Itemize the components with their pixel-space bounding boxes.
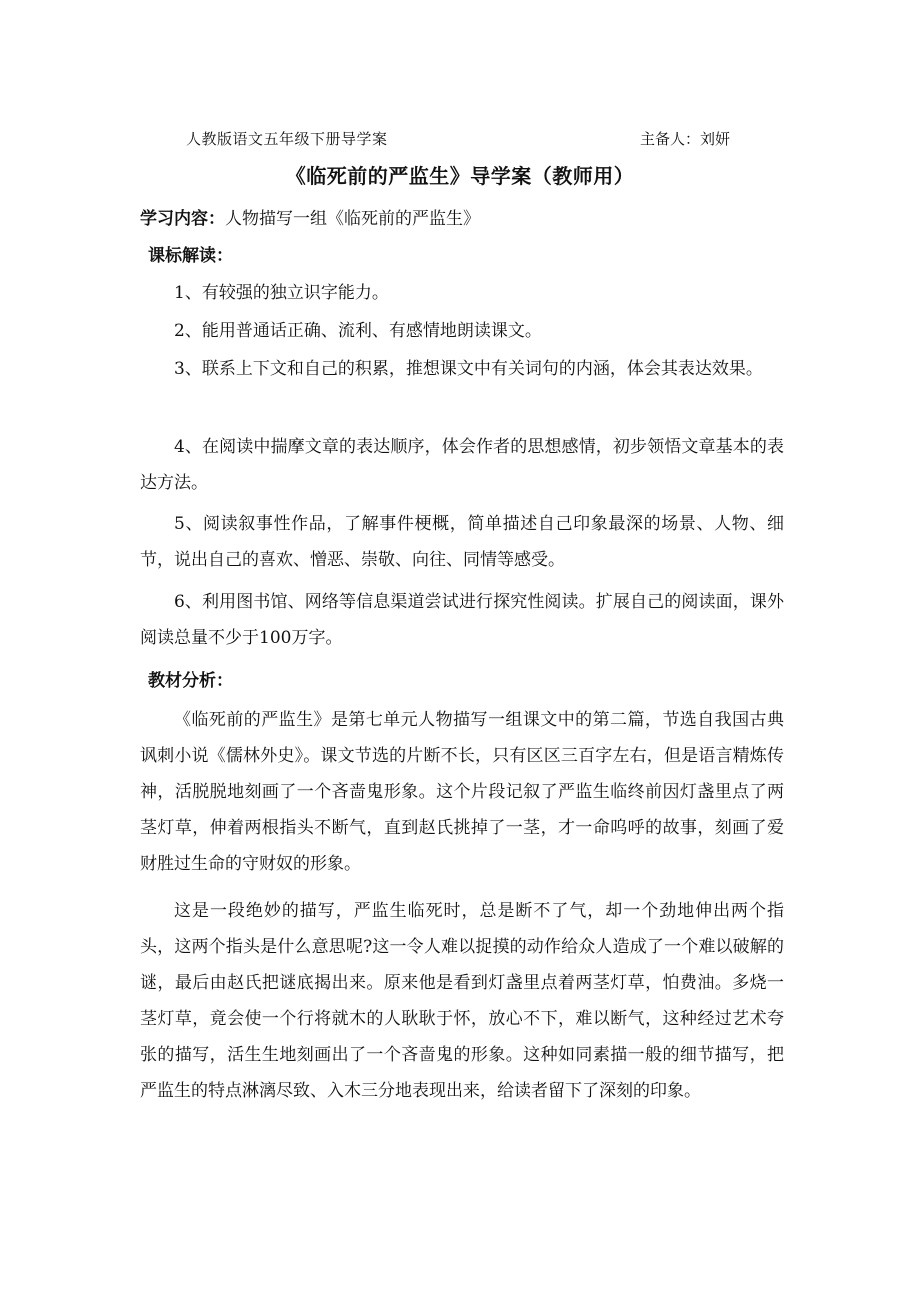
- analysis-heading: 教材分析：: [148, 671, 233, 691]
- standard-item-5: 5、阅读叙事性作品，了解事件梗概，简单描述自己印象最深的场景、人物、细节，说出自己的喜欢、憎恶、崇敬、向往、同情等感受。: [140, 514, 784, 570]
- study-content-label: 学习内容：: [140, 209, 225, 229]
- standard-item-2: 2、能用普通话正确、流利、有感情地朗读课文。: [174, 321, 542, 341]
- page-title: 《临死前的严监生》导学案（教师用）: [285, 164, 635, 188]
- analysis-paragraph-1: 《临死前的严监生》是第七单元人物描写一组课文中的第二篇，节选自我国古典讽刺小说《儒林外史》。课文节选的片断不长，只有区区三百字左右，但是语言精炼传神，活脱脱地刻画了一个吝啬鬼形象。这个片段记叙了严监生临终前因灯盏里点了两茎灯草，伸着两根指头不断气，直到赵氏挑掉了一茎，才一命呜呼的故事，刻画了爱财胜过生命的守财奴的形象。: [140, 710, 784, 874]
- standard-item-1: 1、有较强的独立识字能力。: [174, 283, 389, 303]
- header-preparer: 主备人：刘妍: [640, 130, 731, 148]
- study-content-line: [140, 204, 480, 229]
- standards-heading: 课标解读：: [148, 246, 233, 266]
- standard-item-4: 4、在阅读中揣摩文章的表达顺序，体会作者的思想感情，初步领悟文章基本的表达方法。: [140, 437, 784, 493]
- standard-item-3: 3、联系上下文和自己的积累，推想课文中有关词句的内涵，体会其表达效果。: [174, 359, 763, 379]
- header-course-info: 人教版语文五年级下册导学案: [186, 130, 388, 148]
- study-content-value: 人物描写一组《临死前的严监生》: [225, 209, 480, 229]
- standard-item-6: 6、利用图书馆、网络等信息渠道尝试进行探究性阅读。扩展自己的阅读面，课外阅读总量不少于100万字。: [140, 592, 784, 648]
- analysis-paragraph-2: 这是一段绝妙的描写，严监生临死时，总是断不了气，却一个劲地伸出两个指头，这两个指头是什么意思呢?这一令人难以捉摸的动作给众人造成了一个难以破解的谜，最后由赵氏把谜底揭出来。原来他是看到灯盏里点着两茎灯草，怕费油。多烧一茎灯草，竟会使一个行将就木的人耿耿于怀，放心不下，难以断气，这种经过艺术夸张的描写，活生生地刻画出了一个吝啬鬼的形象。这种如同素描一般的细节描写，把严监生的特点淋漓尽致、入木三分地表现出来，给读者留下了深刻的印象。: [140, 901, 784, 1101]
